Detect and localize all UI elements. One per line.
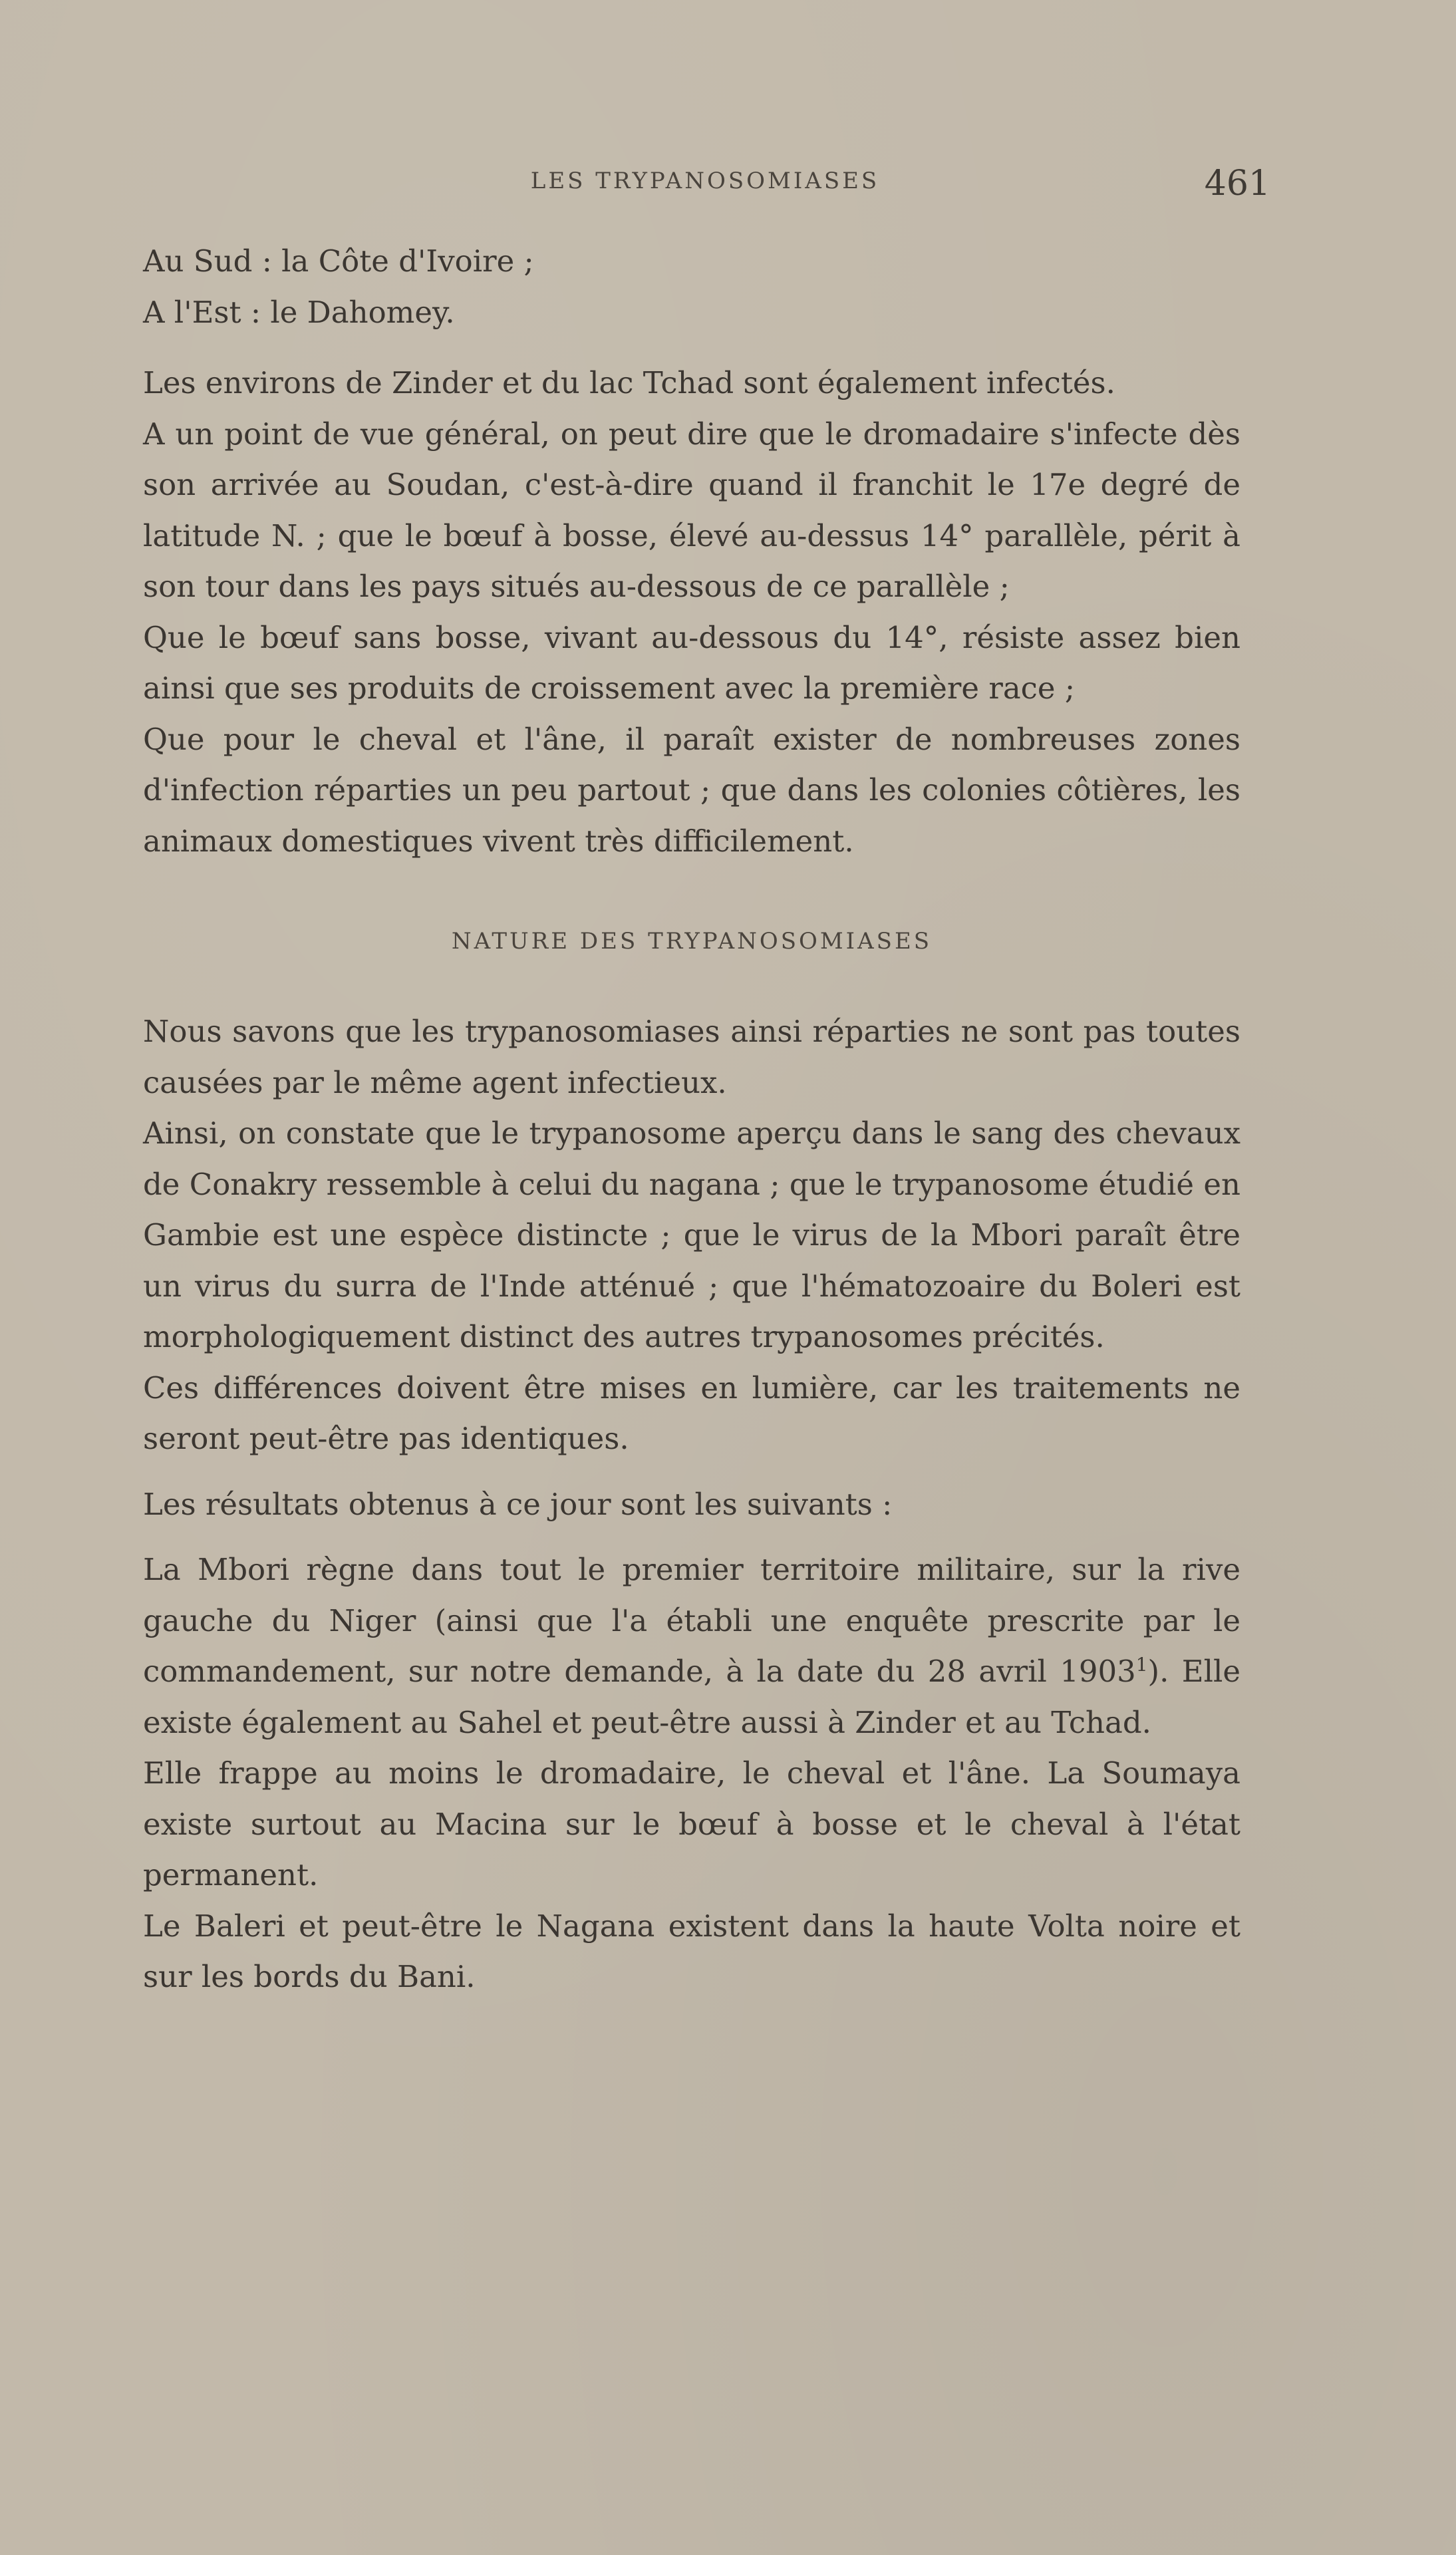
body-text: [143, 236, 1240, 2003]
paragraph-mbori-text-b: ). Elle existe également au Sahel et peut-être aussi à Zinder et au Tchad.: [143, 1654, 1240, 1740]
section-heading: NATURE DES TRYPANOSOMIASES: [451, 928, 933, 955]
paragraph-baleri: Le Baleri et peut-être le Nagana existent dans la haute Volta noire et sur les bords du Bani.: [143, 1908, 1240, 1994]
paragraph-soumaya: Elle frappe au moins le dromadaire, le cheval et l'âne. La Soumaya existe surtout au Macina sur le bœuf à bosse et le cheval à l'état permanent.: [143, 1755, 1240, 1892]
paragraph-boeuf-sans-bosse: Que le bœuf sans bosse, vivant au-dessous du 14°, résiste assez bien ainsi que ses produits de croissement avec la première race ;: [143, 619, 1240, 706]
paragraph-zinder: Les environs de Zinder et du lac Tchad sont également infectés.: [143, 365, 1115, 400]
paragraph-ainsi: Ainsi, on constate que le trypanosome aperçu dans le sang des chevaux de Conakry ressemble à celui du nagana ; que le trypanosome étudié en Gambie est une espèce distincte ; que le virus de la Mbori paraît être un virus du surra de l'Inde atténué ; que l'hématozoaire du Boleri est morphologiquement distinct des autres trypanosomes précités.: [143, 1116, 1240, 1354]
running-head: [140, 164, 1270, 208]
paragraph-south: Au Sud : la Côte d'Ivoire ;: [143, 243, 534, 279]
paragraph-agents: Nous savons que les trypanosomiases ainsi réparties ne sont pas toutes causées par le même agent infectieux.: [143, 1014, 1240, 1100]
paragraph-cheval-ane: Que pour le cheval et l'âne, il paraît exister de nombreuses zones d'infection réparties un peu partout ; que dans les colonies côtières, les animaux domestiques vivent très difficilement.: [143, 721, 1240, 859]
paragraph-general: A un point de vue général, on peut dire que le dromadaire s'infecte dès son arrivée au Soudan, c'est-à-dire quand il franchit le 17e degré de latitude N. ; que le bœuf à bosse, élevé au-dessus 14° parallèle, périt à son tour dans les pays situés au-dessous de ce parallèle ;: [143, 416, 1240, 604]
footnote-reference: 1: [1135, 1654, 1148, 1676]
paragraph-mbori-text-a: La Mbori règne dans tout le premier territoire militaire, sur la rive gauche du Niger (ainsi que l'a établi une enquête prescrite par le commandement, sur notre demande, à la date du 28 avril 1903: [143, 1552, 1240, 1689]
paragraph-east: A l'Est : le Dahomey.: [143, 294, 455, 330]
page-number: 461: [1204, 164, 1270, 204]
paragraph-mbori: [143, 1545, 1240, 1748]
paragraph-resultats: Les résultats obtenus à ce jour sont les suivants :: [143, 1486, 893, 1522]
running-title: LES TRYPANOSOMIASES: [530, 168, 880, 194]
paragraph-differences: Ces différences doivent être mises en lumière, car les traitements ne seront peut-être pas identiques.: [143, 1370, 1240, 1456]
